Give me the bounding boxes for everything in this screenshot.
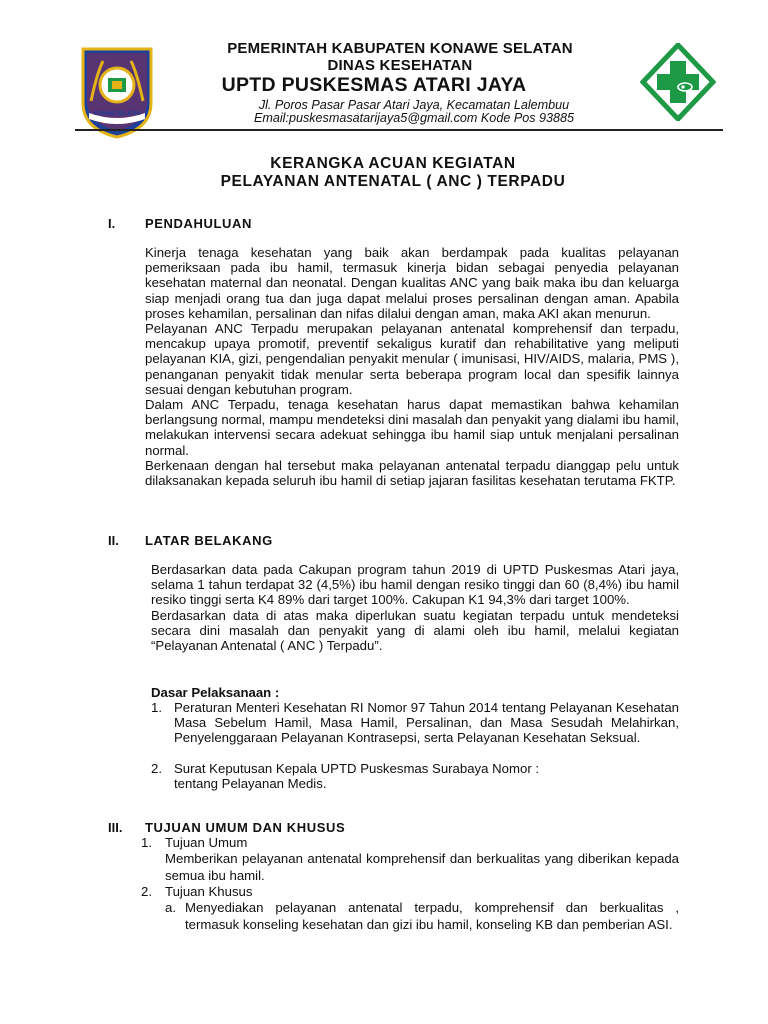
paragraph: Berdasarkan data pada Cakupan program tahun 2019 di UPTD Puskesmas Atari jaya, selama 1 tahun terdapat 32 (4,5%) ibu hamil dengan resiko tinggi dan 60 (8,4%) ibu hamil resiko tinggi serta K4 89% dari target 100%. Cakupan K1 94,3% dari target 100%.	[151, 562, 679, 608]
header-line2: DINAS KESEHATAN	[327, 57, 473, 74]
list-text: Menyediakan pelayanan antenatal terpadu, komprehensif dan berkualitas , termasuk konseling kesehatan dan gizi ibu hamil, konseling KB dan pemberian ASI.	[185, 900, 679, 932]
list-item	[151, 761, 679, 791]
header-divider	[75, 129, 723, 131]
list-text: Memberikan pelayanan antenatal komprehensif dan berkualitas yang diberikan kepada semua ibu hamil.	[165, 851, 679, 884]
puskesmas-cross-icon	[640, 43, 716, 121]
list-text: Tujuan Khusus	[165, 884, 253, 899]
list-item	[141, 835, 679, 884]
section-number: III.	[108, 820, 123, 835]
dasar-title: Dasar Pelaksanaan :	[151, 685, 280, 700]
paragraph: Kinerja tenaga kesehatan yang baik akan berdampak pada kualitas pelayanan pemeriksaan pada ibu hamil, termasuk kinerja bidan sebagai penyedia pelayanan kesehatan maternal dan neonatal. Dengan kualitas ANC yang baik maka ibu dan keluarga siap menjadi orang tua dan juga dapat melalui proses persalinan dengan aman. Apabila proses kehamilan, persalinan dan nifas dilalui dengan aman, maka AKI akan menurun.	[145, 245, 679, 321]
list-number: 1.	[151, 700, 162, 715]
section-number: II.	[108, 533, 119, 548]
list-text: Surat Keputusan Kepala UPTD Puskesmas Surabaya Nomor :	[174, 761, 540, 776]
sub-list-item	[165, 900, 679, 933]
section-body	[151, 562, 679, 653]
header-line1: PEMERINTAH KABUPATEN KONAWE SELATAN	[227, 40, 573, 57]
paragraph: Dalam ANC Terpadu, tenaga kesehatan harus dapat memastikan bahwa kehamilan berlangsung normal, mampu mendeteksi dini masalah dan penyakit yang dialami ibu hamil, melakukan intervensi secara adekuat sehingga ibu hamil siap untuk menjalani persalinan normal.	[145, 397, 679, 458]
header-line3: UPTD PUSKESMAS ATARI JAYA	[221, 74, 527, 96]
regency-emblem-icon	[77, 43, 157, 139]
list-number: 1.	[141, 835, 152, 850]
section-body	[145, 245, 679, 488]
paragraph: Berdasarkan data di atas maka diperlukan suatu kegiatan terpadu untuk mendeteksi secara dini masalah dan penyakit yang di alami oleh ibu hamil, melalui kegiatan “Pelayanan Antenatal ( ANC ) Terpadu”.	[151, 607, 679, 654]
list-item	[151, 700, 679, 746]
list-text: Tujuan Umum	[165, 835, 248, 850]
section-title: TUJUAN UMUM DAN KHUSUS	[145, 820, 346, 835]
list-number: 2.	[141, 884, 152, 899]
right-logo-puskesmas	[640, 43, 716, 121]
paragraph: Berkenaan dengan hal tersebut maka pelayanan antenatal terpadu dianggap pelu untuk dilaksanakan kepada seluruh ibu hamil di setiap jajaran fasilitas kesehatan terutama FKTP.	[145, 457, 679, 489]
document-title-line2: PELAYANAN ANTENATAL ( ANC ) TERPADU	[220, 173, 566, 190]
sub-list-letter: a.	[165, 900, 176, 915]
list-text: Peraturan Menteri Kesehatan RI Nomor 97 Tahun 2014 tentang Pelayanan Kesehatan Masa Sebelum Hamil, Masa Hamil, Persalinan, dan Masa Sesudah Melahirkan, Penyelenggaraan Pelayanan Kontrasepsi, serta Pelayanan Kesehatan Seksual.	[174, 700, 679, 746]
emblem-label: KONAWE SELATAN	[93, 111, 141, 117]
header-address: Jl. Poros Pasar Pasar Atari Jaya, Kecamatan Lalembuu	[258, 98, 570, 112]
list-text: tentang Pelayanan Medis.	[174, 776, 327, 792]
section-title: LATAR BELAKANG	[145, 533, 273, 548]
list-item	[141, 884, 679, 899]
list-number: 2.	[151, 761, 162, 776]
section-title: PENDAHULUAN	[145, 216, 252, 231]
section-number: I.	[108, 216, 116, 231]
header-email: Email:puskesmasatarijaya5@gmail.com Kode Pos 93885	[253, 111, 575, 125]
paragraph: Pelayanan ANC Terpadu merupakan pelayanan antenatal komprehensif dan terpadu, mencakup upaya promotif, preventif sekaligus kuratif dan rehabilitative yang meliputi pelayanan KIA, gizi, pengendalian penyakit menular ( imunisasi, HIV/AIDS, malaria, PMS ), penanganan penyakit tidak menular serta beberapa program local dan spesifik lainnya sesuai dengan kebutuhan program.	[145, 321, 679, 397]
left-logo-emblem	[77, 43, 157, 139]
document-title-line1: KERANGKA ACUAN KEGIATAN	[270, 155, 516, 172]
